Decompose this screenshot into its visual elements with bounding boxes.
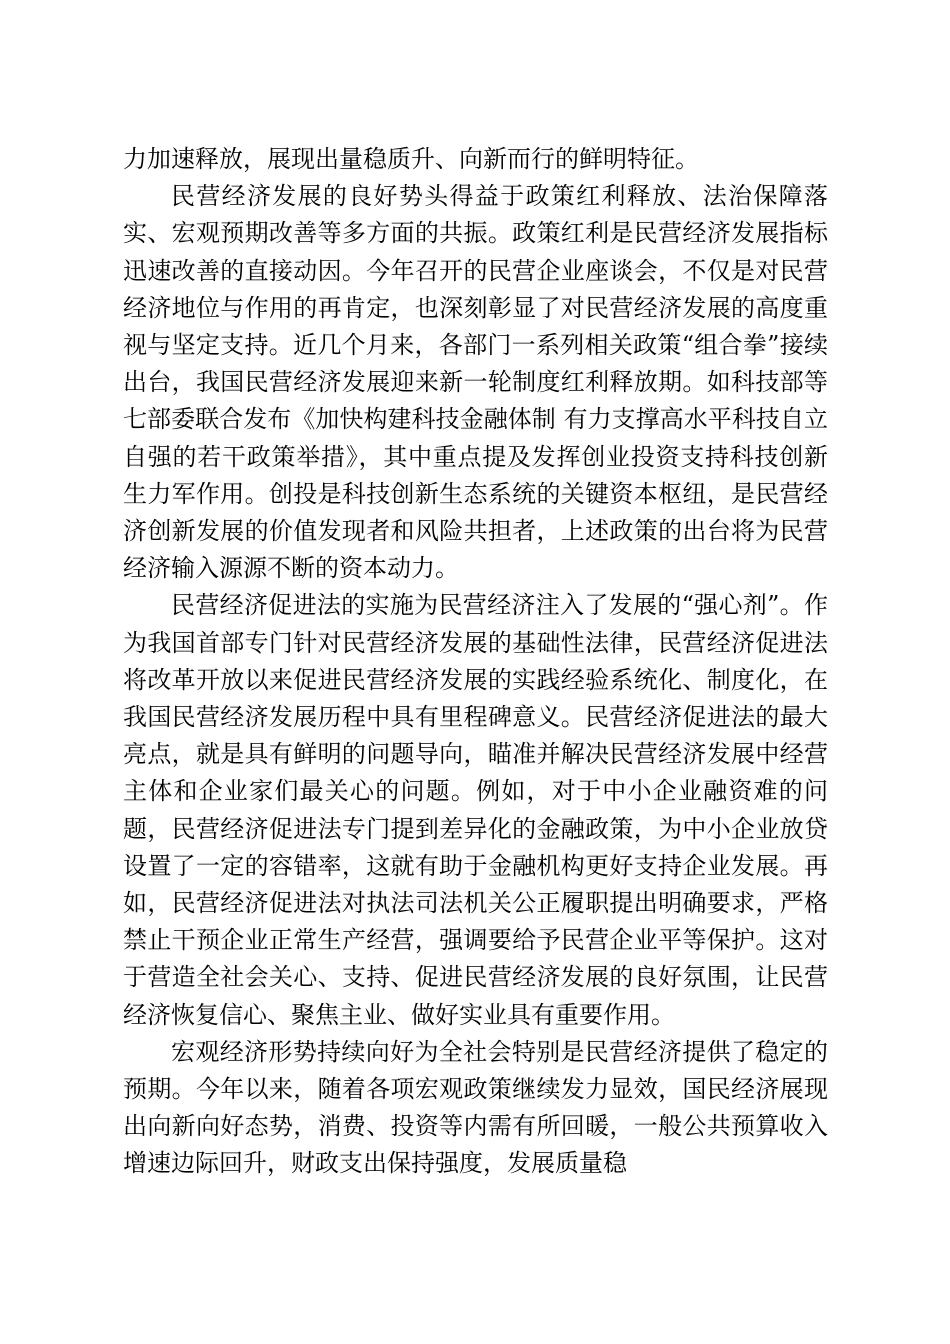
paragraph-policy-dividends: 民营经济发展的良好势头得益于政策红利释放、法治保障落实、宏观预期改善等多方面的共振。政策红利是民营经济发展指标迅速改善的直接动因。今年召开的民营企业座谈会，不仅是对民营经济地位与作用的再肯定，也深刻彰显了对民营经济发展的高度重视与坚定支持。近几个月来，各部门一系列相关政策“组合拳”接续出台，我国民营经济发展迎来新一轮制度红利释放期。如科技部等七部委联合发布《加快构建科技金融体制 有力支撑高水平科技自立自强的若干政策举措》，其中重点提及发挥创业投资支持科技创新生力军作用。创投是科技创新生态系统的关键资本枢纽，是民营经济创新发展的价值发现者和风险共担者，上述政策的出台将为民营经济输入源源不断的资本动力。 xyxy=(123,182,828,583)
paragraph-promotion-law: 民营经济促进法的实施为民营经济注入了发展的“强心剂”。作为我国首部专门针对民营经济发展的基础性法律，民营经济促进法将改革开放以来促进民营经济发展的实践经验系统化、制度化，在我国民营经济发展历程中具有里程碑意义。民营经济促进法的最大亮点，就是具有鲜明的问题导向，瞄准并解决民营经济发展中经营主体和企业家们最关心的问题。例如，对于中小企业融资难的问题，民营经济促进法专门提到差异化的金融政策，为中小企业放贷设置了一定的容错率，这就有助于金融机构更好支持企业发展。再如，民营经济促进法对执法司法机关公正履职提出明确要求，严格禁止干预企业正常生产经营，强调要给予民营企业平等保护。这对于营造全社会关心、支持、促进民营经济发展的良好氛围，让民营经济恢复信心、聚焦主业、做好实业具有重要作用。 xyxy=(123,591,828,1029)
paragraph-macro-outlook: 宏观经济形势持续向好为全社会特别是民营经济提供了稳定的预期。今年以来，随着各项宏观政策继续发力显效，国民经济展现出向新向好态势，消费、投资等内需有所回暖，一般公共预算收入增速边际回升，财政支出保持强度，发展质量稳 xyxy=(123,1037,828,1178)
document-body xyxy=(123,141,828,1183)
paragraph-continuation: 力加速释放，展现出量稳质升、向新而行的鲜明特征。 xyxy=(123,145,699,173)
